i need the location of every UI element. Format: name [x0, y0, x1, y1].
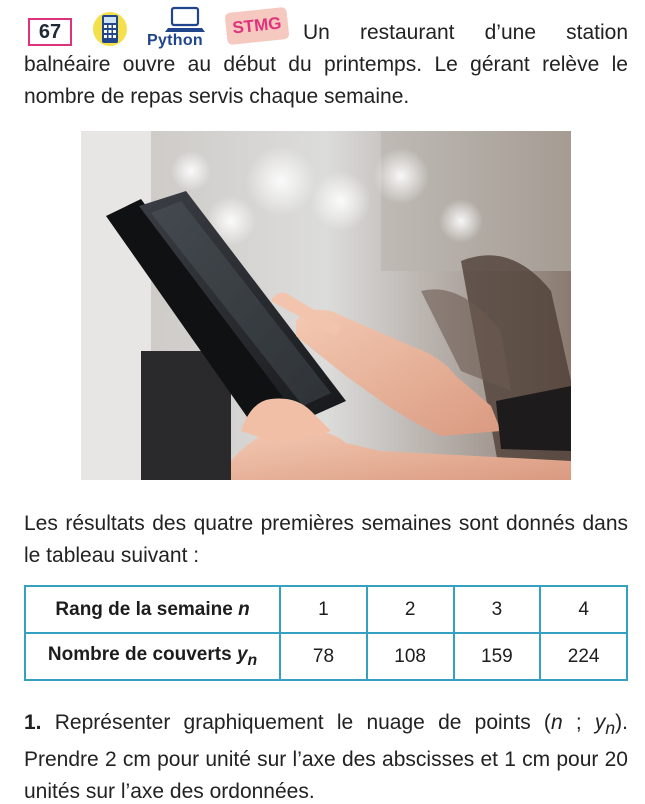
question-subscript: n [605, 718, 616, 739]
rank-header [25, 586, 280, 633]
results-text: Les résultats des quatre premières semaines sont donnés dans le tableau suivant : [24, 512, 628, 567]
question-text-b: ). Prendre 2 cm pour unité sur l’axe des abscisses et 1 cm pour 20 unités sur l’axe des ordonnées. [24, 711, 628, 804]
rank-header-label: Rang de la semaine [55, 598, 233, 620]
python-label: Python [146, 32, 204, 49]
calculator-icon [93, 10, 127, 48]
table-cell: 159 [454, 633, 541, 680]
photo-illustration [81, 131, 571, 480]
table-row [25, 586, 627, 633]
covers-header [25, 633, 280, 680]
covers-subscript: n [247, 651, 258, 669]
table-cell: 108 [367, 633, 454, 680]
question-text-a: Représenter graphiquement le nuage de points ( [54, 711, 551, 734]
exercise-number: 67 [28, 18, 72, 46]
table-cell: 3 [454, 586, 541, 633]
table-cell: 224 [540, 633, 627, 680]
covers-header-label: Nombre de couverts [47, 643, 232, 665]
question-separator: ; [562, 711, 595, 734]
question-number: 1. [24, 711, 42, 734]
table-cell: 2 [367, 586, 454, 633]
question-var-y: y [594, 711, 606, 734]
rank-variable: n [238, 598, 250, 620]
stmg-badge: STMG [224, 7, 289, 45]
question-1 [24, 707, 628, 804]
restaurant-photo [81, 131, 571, 480]
table-row [25, 633, 627, 680]
table-cell: 4 [540, 586, 627, 633]
table-cell: 78 [280, 633, 367, 680]
intro-text: Un restaurant d’une station balnéaire ouvre au début du printemps. Le gérant relève le nombre de repas servis chaque semaine. [24, 21, 628, 108]
question-var-n: n [550, 711, 563, 734]
covers-variable: y [236, 643, 248, 665]
table-cell: 1 [280, 586, 367, 633]
data-table [24, 585, 628, 681]
